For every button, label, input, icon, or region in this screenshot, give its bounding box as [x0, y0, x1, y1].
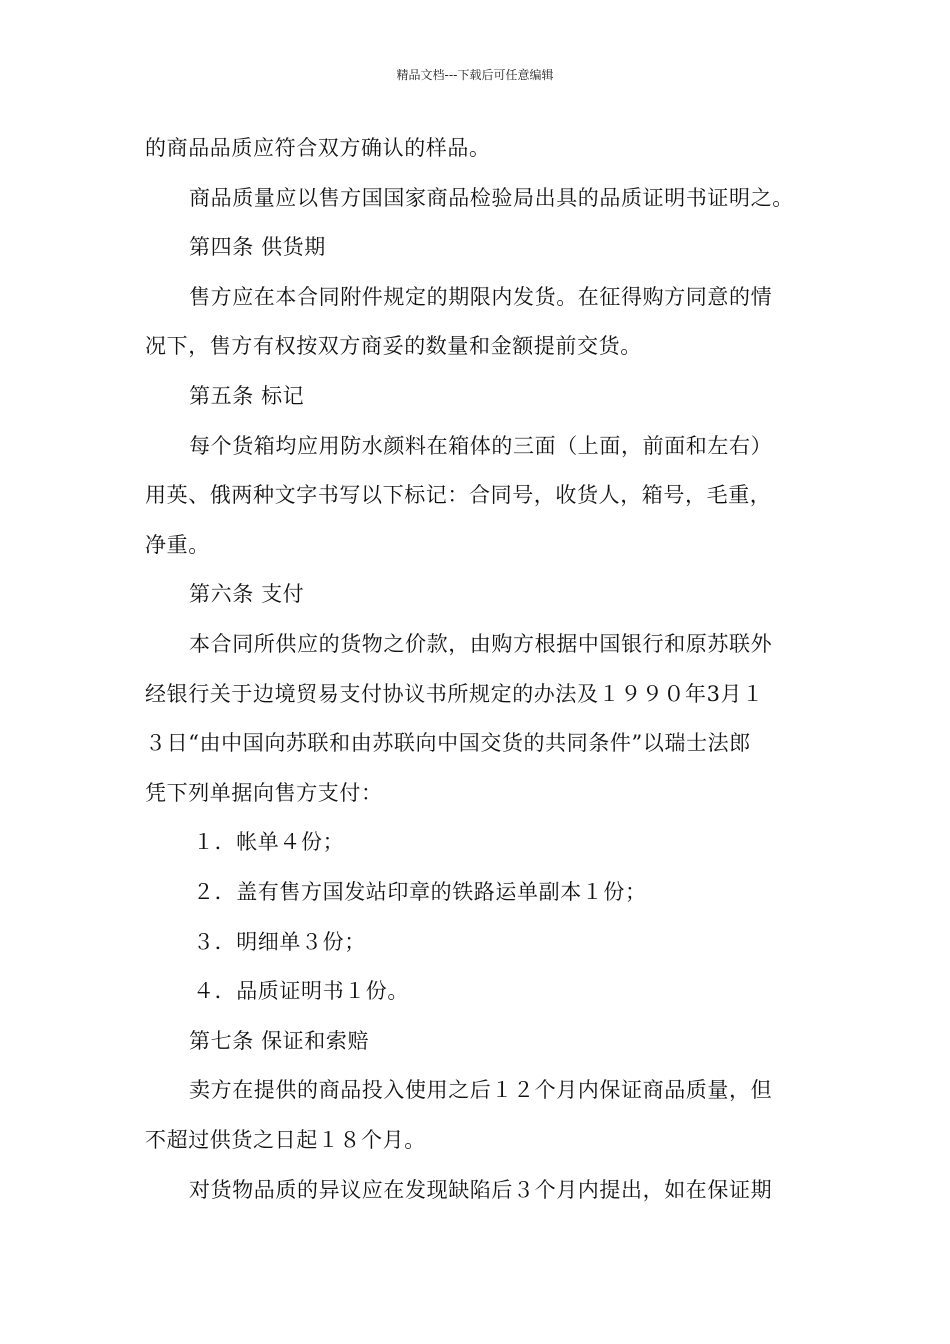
- text-line: 商品质量应以售方国国家商品检验局出具的品质证明书证明之。: [189, 185, 794, 210]
- page-header: 精品文档---下载后可任意编辑: [396, 68, 554, 82]
- text-line: 卖方在提供的商品投入使用之后１２个月内保证商品质量，但: [189, 1078, 773, 1103]
- text-line: 的商品品质应符合双方确认的样品。: [145, 136, 491, 160]
- text-line: 对货物品质的异议应在发现缺陷后３个月内提出，如在保证期: [189, 1177, 773, 1202]
- text-line: 第七条 保证和索赔: [189, 1028, 370, 1053]
- list-item: ２．盖有售方国发站印章的铁路运单副本１份；: [193, 880, 647, 904]
- text-line: 凭下列单据向售方支付：: [145, 780, 383, 805]
- text-line: 经银行关于边境贸易支付协议书所规定的办法及１９９０年3月１: [145, 681, 764, 706]
- text-line: 不超过供货之日起１８个月。: [145, 1128, 426, 1152]
- text-line: 第六条 支付: [189, 582, 305, 607]
- text-line: 售方应在本合同附件规定的期限内发货。在征得购方同意的情: [189, 284, 773, 309]
- text-line: 第五条 标记: [189, 384, 305, 408]
- text-line: 况下，售方有权按双方商妥的数量和金额提前交货。: [145, 334, 642, 359]
- list-item: ４．品质证明书１份。: [193, 979, 409, 1004]
- text-line: 用英、俄两种文字书写以下标记：合同号，收货人，箱号，毛重，: [145, 483, 772, 508]
- text-line: 每个货箱均应用防水颜料在箱体的三面（上面，前面和左右）: [189, 433, 773, 458]
- text-line: 第四条 供货期: [189, 235, 326, 260]
- text-line: ３日“由中国向苏联和由苏联向中国交货的共同条件”以瑞士法郎: [145, 731, 751, 756]
- list-item: ３．明细单３份；: [193, 929, 366, 954]
- list-item: １．帐单４份；: [193, 830, 345, 855]
- text-line: 净重。: [145, 532, 210, 557]
- text-line: 本合同所供应的货物之价款，由购方根据中国银行和原苏联外: [189, 632, 773, 656]
